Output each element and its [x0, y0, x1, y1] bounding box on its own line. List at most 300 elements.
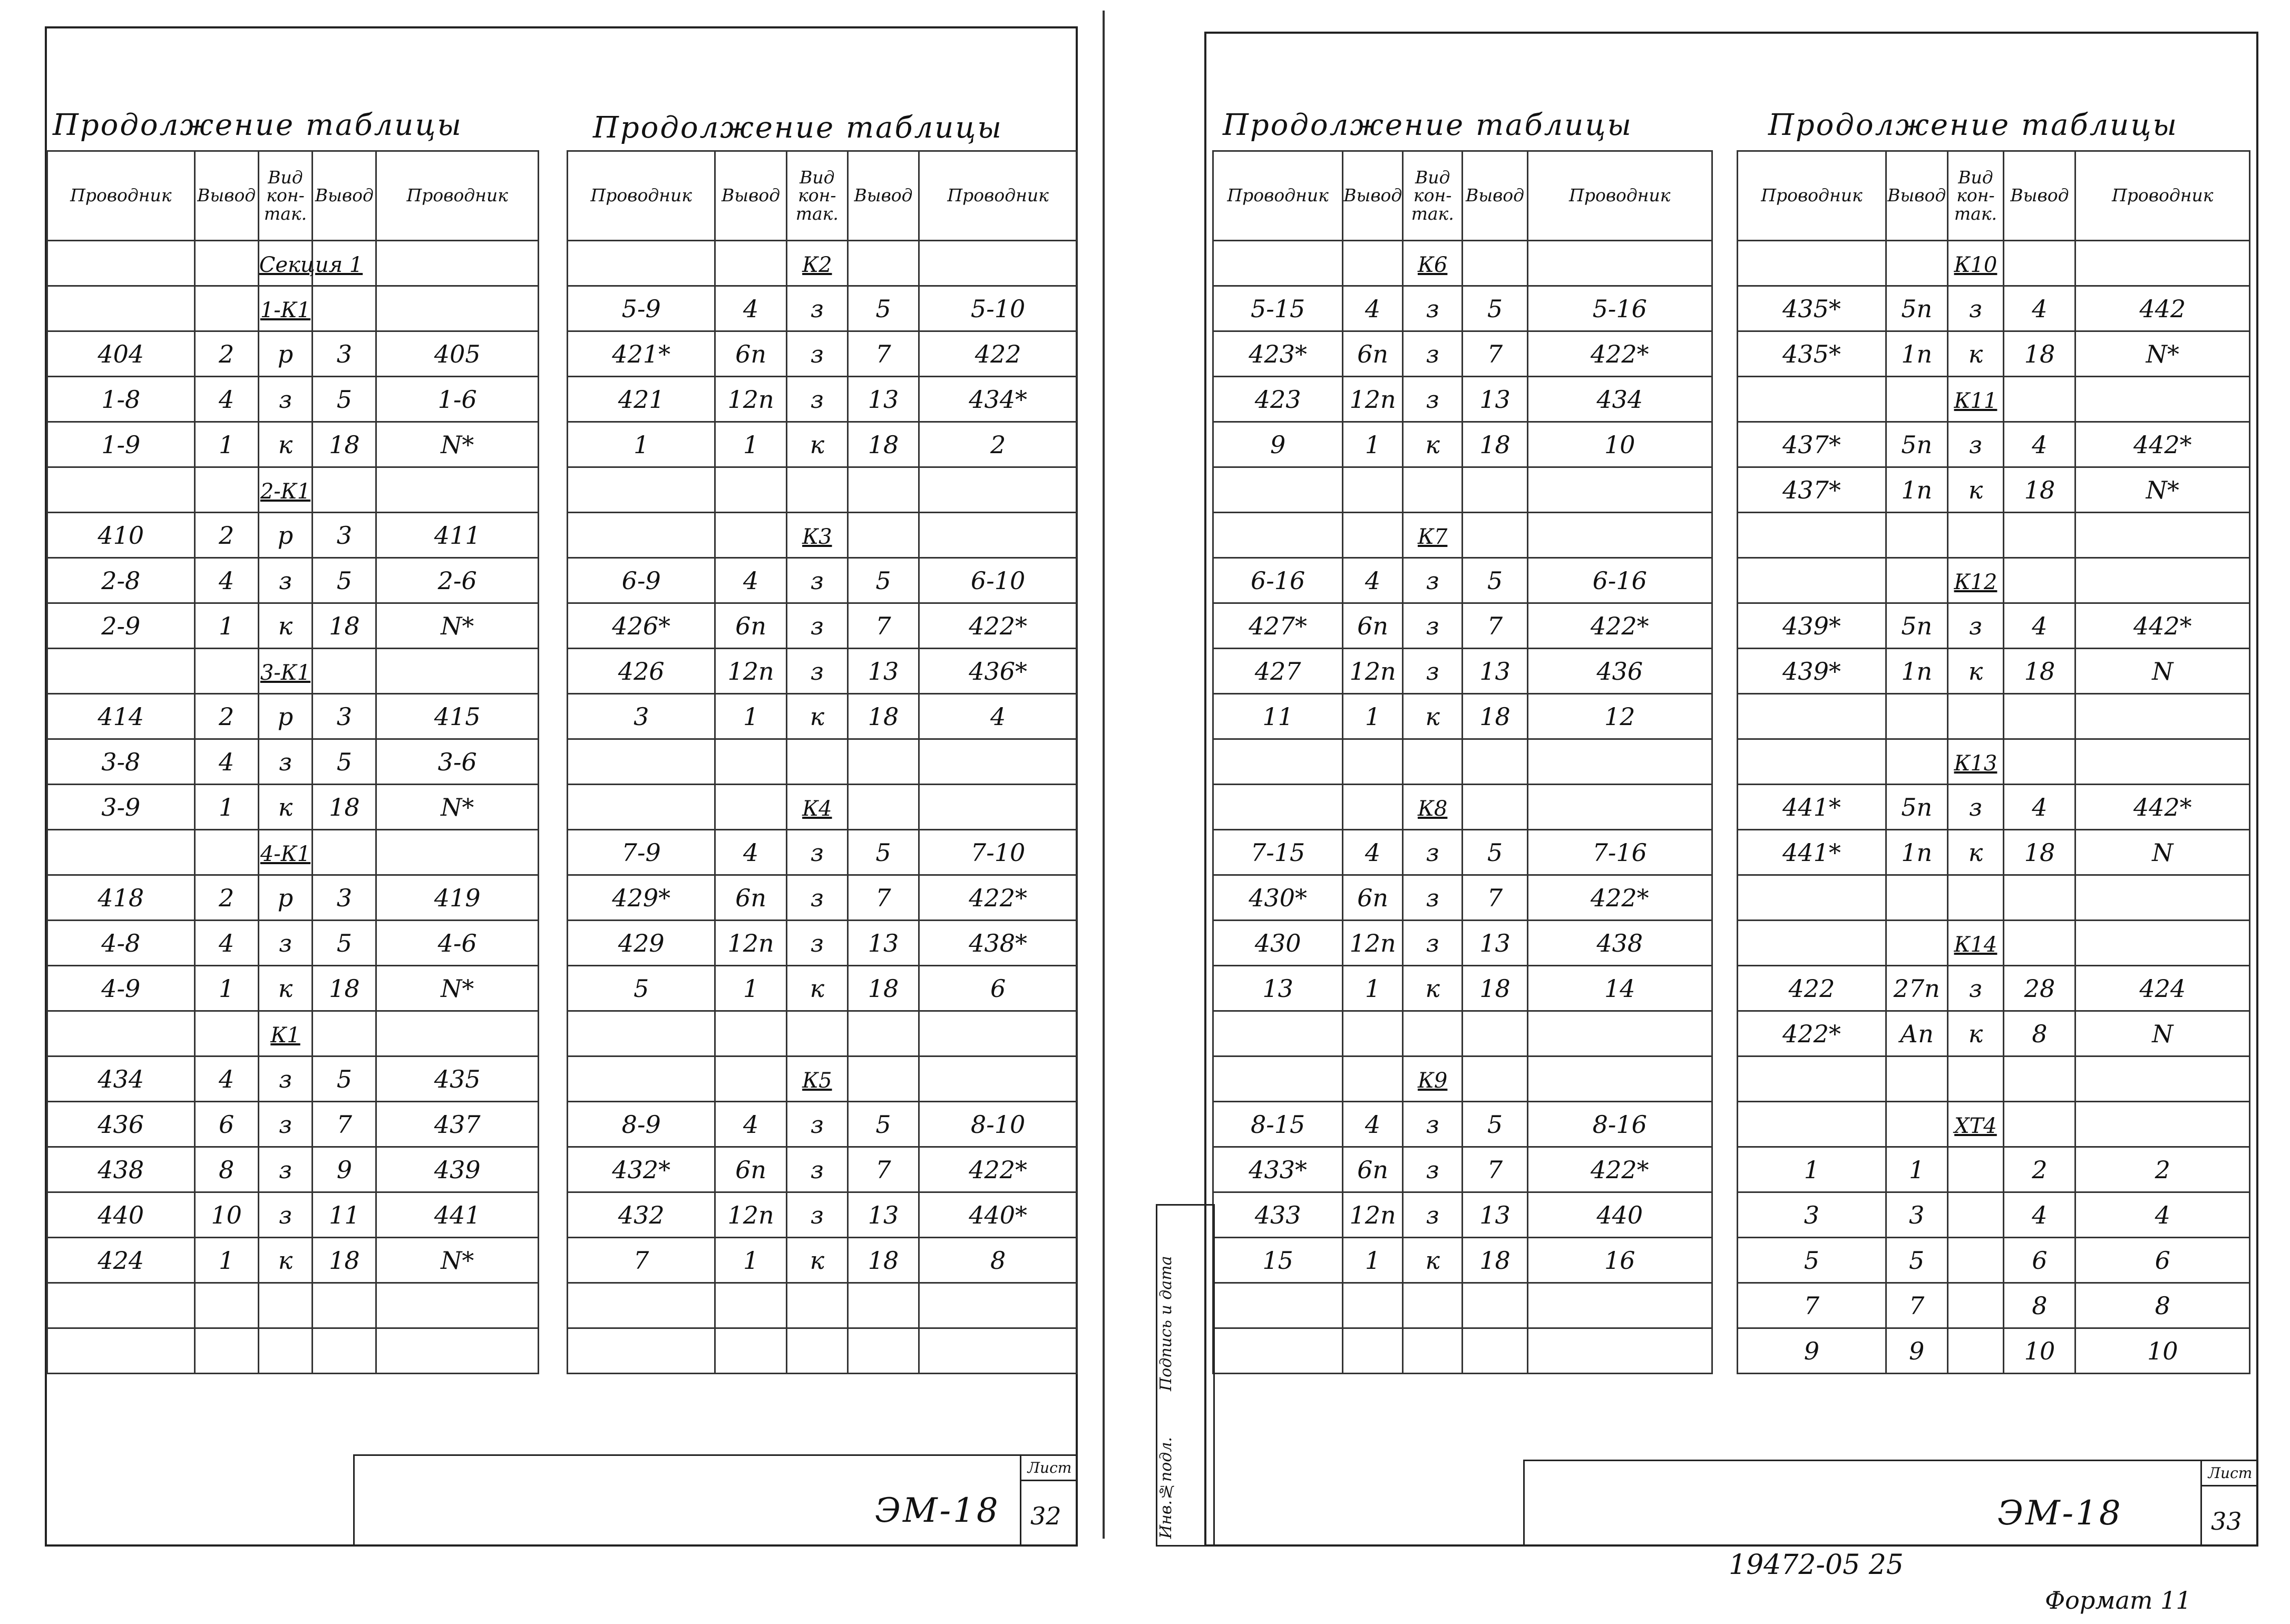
table-cell — [1738, 1283, 1886, 1328]
cell-value: 4 — [743, 294, 759, 323]
cell-value: 6-16 — [1250, 566, 1305, 595]
table-cell — [1738, 1102, 1886, 1147]
table-cell — [568, 649, 715, 694]
cell-value: 432* — [612, 1155, 671, 1184]
cell-value: N* — [441, 611, 474, 640]
cell-value: к — [1425, 430, 1440, 459]
cell-value: 1 — [219, 430, 235, 459]
table-row — [47, 377, 539, 422]
cell-value: 18 — [329, 1246, 360, 1275]
table-cell — [786, 1192, 847, 1238]
cell-value: к — [1968, 657, 1983, 686]
table-cell — [258, 603, 313, 649]
table-cell — [1738, 830, 1886, 875]
table-row — [47, 921, 539, 966]
cell-value: 2 — [219, 883, 235, 912]
table-row — [1738, 286, 2250, 331]
table-cell — [1343, 1056, 1403, 1102]
cell-value: 10 — [1604, 430, 1635, 459]
cell-value: 13 — [1479, 1200, 1511, 1229]
table-row — [568, 331, 1077, 377]
table-cell — [715, 739, 786, 785]
cell-value: 441* — [1782, 793, 1841, 821]
cell-value: 440 — [1596, 1200, 1643, 1229]
table-cell — [376, 422, 539, 467]
table-row — [1213, 1192, 1712, 1238]
table-row — [568, 1147, 1077, 1192]
table-row — [47, 739, 539, 785]
table-row — [1738, 966, 2250, 1011]
cell-value: 18 — [329, 793, 360, 821]
table-cell — [847, 1147, 919, 1192]
cell-value: к — [810, 974, 825, 1003]
cell-value: 4 — [743, 566, 759, 595]
cell-value: 4 — [219, 566, 235, 595]
table-cell — [2075, 1238, 2250, 1283]
table-cell — [2075, 1056, 2250, 1102]
column-header: Вывод — [1463, 151, 1527, 241]
table-cell — [847, 331, 919, 377]
table-cell — [1738, 739, 1886, 785]
table-cell — [194, 1147, 258, 1192]
table-cell — [47, 875, 195, 921]
cell-value: 439 — [434, 1155, 481, 1184]
cell-value: 411 — [434, 521, 481, 550]
table-cell — [1343, 558, 1403, 603]
table-cell — [1343, 1102, 1403, 1147]
table-cell — [1402, 1147, 1463, 1192]
cell-value: 4 — [219, 928, 235, 957]
table-cell — [919, 286, 1077, 331]
table-cell — [194, 467, 258, 513]
table-cell — [786, 1147, 847, 1192]
section-label: К9 — [1417, 1068, 1448, 1093]
table-cell — [1463, 1102, 1527, 1147]
cell-value: 18 — [868, 430, 899, 459]
table-cell — [2075, 739, 2250, 785]
table-cell — [194, 966, 258, 1011]
table-cell — [919, 785, 1077, 830]
cell-value: 442* — [2133, 430, 2192, 459]
cell-value: 429 — [618, 928, 665, 957]
table-cell — [313, 966, 376, 1011]
table-row — [47, 558, 539, 603]
cell-value: 5 — [336, 566, 352, 595]
table-cell — [376, 558, 539, 603]
table-cell — [1527, 558, 1712, 603]
right-sheet-number: 33 — [2211, 1507, 2242, 1535]
table-row — [47, 1056, 539, 1102]
right-sheet-label: Лист — [2202, 1461, 2258, 1486]
cell-value: з — [1426, 928, 1439, 957]
table-cell — [715, 603, 786, 649]
cell-value: 6 — [219, 1110, 235, 1139]
cell-value: 13 — [1262, 974, 1293, 1003]
table-row — [47, 241, 539, 286]
column-header: Проводник — [47, 151, 195, 241]
table-row — [1738, 422, 2250, 467]
table-cell — [47, 377, 195, 422]
table-cell — [1402, 558, 1463, 603]
table-cell — [1402, 694, 1463, 739]
table-cell — [194, 1102, 258, 1147]
table-cell — [1402, 241, 1463, 286]
table-cell — [847, 1192, 919, 1238]
section-label: 3-К1 — [260, 660, 311, 685]
table-cell — [847, 966, 919, 1011]
table-cell — [568, 241, 715, 286]
table-cell — [1402, 377, 1463, 422]
cell-value: 423* — [1249, 339, 1308, 368]
table-row — [568, 241, 1077, 286]
table-cell — [1947, 1056, 2004, 1102]
table-cell — [1527, 649, 1712, 694]
table-cell — [1886, 1192, 1947, 1238]
table-cell — [2075, 1102, 2250, 1147]
table-cell — [715, 966, 786, 1011]
table-row — [1213, 422, 1712, 467]
table-cell — [715, 286, 786, 331]
table-cell — [1738, 1011, 1886, 1056]
cell-value: 4 — [743, 838, 759, 867]
table-cell — [568, 331, 715, 377]
table-cell — [2075, 785, 2250, 830]
cell-value: 13 — [868, 385, 899, 414]
table-cell — [258, 1102, 313, 1147]
cell-value: 3 — [1804, 1200, 1820, 1229]
cell-value: 414 — [98, 702, 144, 731]
table-cell — [1886, 785, 1947, 830]
table-cell — [847, 513, 919, 558]
table-cell — [1947, 694, 2004, 739]
table-row — [47, 467, 539, 513]
cell-value: 27п — [1893, 974, 1940, 1003]
cell-value: к — [1425, 1246, 1440, 1275]
table-cell — [1463, 966, 1527, 1011]
table-row — [47, 513, 539, 558]
table-row — [1738, 921, 2250, 966]
cell-value: 18 — [868, 1246, 899, 1275]
table-cell — [313, 286, 376, 331]
cell-value: 2 — [2155, 1155, 2170, 1184]
table-cell — [1527, 1011, 1712, 1056]
table-cell — [194, 331, 258, 377]
cell-value: 1 — [634, 430, 649, 459]
cell-value: 435* — [1782, 294, 1841, 323]
table-cell — [258, 649, 313, 694]
table-cell — [919, 377, 1077, 422]
left-table-a-header: Продолжение таблицы — [53, 108, 463, 142]
cell-value: з — [1426, 657, 1439, 686]
table-cell — [919, 422, 1077, 467]
table-cell — [313, 739, 376, 785]
table-cell — [715, 649, 786, 694]
cell-value: 3-6 — [437, 747, 477, 776]
cell-value: 6п — [1357, 883, 1388, 912]
table-cell — [1886, 513, 1947, 558]
conductor-table-right-a — [1212, 150, 1713, 1374]
cell-value: 6п — [1357, 339, 1388, 368]
table-cell — [1886, 739, 1947, 785]
cell-value: 5-15 — [1250, 294, 1305, 323]
cell-value: 439* — [1782, 611, 1841, 640]
cell-value: к — [1425, 702, 1440, 731]
cell-value: р — [277, 339, 294, 368]
table-cell — [1527, 830, 1712, 875]
table-row — [1738, 241, 2250, 286]
column-header: Вывод — [1343, 151, 1403, 241]
cell-value: з — [1426, 1155, 1439, 1184]
table-cell — [919, 966, 1077, 1011]
table-cell — [786, 921, 847, 966]
table-cell — [786, 785, 847, 830]
cell-value: 8-10 — [970, 1110, 1026, 1139]
cell-value: 1 — [219, 974, 235, 1003]
table-cell — [2004, 966, 2075, 1011]
table-cell — [568, 603, 715, 649]
cell-value: 4-8 — [101, 928, 141, 957]
table-cell — [568, 286, 715, 331]
table-cell — [1527, 1102, 1712, 1147]
cell-value: 6-9 — [621, 566, 661, 595]
cell-value: з — [810, 1110, 824, 1139]
left-sheet-label: Лист — [1021, 1456, 1078, 1481]
table-cell — [1738, 1147, 1886, 1192]
table-cell — [258, 1328, 313, 1374]
table-row — [1738, 694, 2250, 739]
table-row — [47, 286, 539, 331]
cell-value: 7 — [1487, 339, 1503, 368]
table-cell — [786, 603, 847, 649]
table-row — [568, 1011, 1077, 1056]
table-cell — [313, 603, 376, 649]
table-cell — [313, 513, 376, 558]
cell-value: 5п — [1901, 611, 1933, 640]
table-row — [47, 1238, 539, 1283]
cell-value: к — [810, 702, 825, 731]
cell-value: 5 — [1804, 1246, 1820, 1275]
table-cell — [1527, 513, 1712, 558]
table-row — [568, 649, 1077, 694]
inventory-number-label: Инв.№подл. — [1157, 1437, 1175, 1539]
left-table-b-header: Продолжение таблицы — [593, 111, 1003, 145]
table-header-row — [568, 151, 1077, 241]
table-row — [47, 694, 539, 739]
table-row — [1738, 331, 2250, 377]
cell-value: 437 — [434, 1110, 481, 1139]
table-cell — [258, 331, 313, 377]
table-row — [568, 875, 1077, 921]
table-cell — [1343, 1192, 1403, 1238]
cell-value: 434* — [969, 385, 1027, 414]
table-cell — [258, 1056, 313, 1102]
table-cell — [1463, 1147, 1527, 1192]
cell-value: 8-15 — [1250, 1110, 1305, 1139]
cell-value: 1 — [1365, 1246, 1381, 1275]
table-cell — [47, 1283, 195, 1328]
table-cell — [1947, 286, 2004, 331]
cell-value: 4 — [219, 747, 235, 776]
table-cell — [2004, 241, 2075, 286]
table-cell — [1947, 241, 2004, 286]
cell-value: 4 — [2155, 1200, 2170, 1229]
cell-value: з — [810, 1155, 824, 1184]
table-cell — [47, 603, 195, 649]
cell-value: з — [1426, 838, 1439, 867]
table-row — [1738, 1147, 2250, 1192]
table-row — [1213, 1238, 1712, 1283]
table-row — [1213, 875, 1712, 921]
table-cell — [313, 558, 376, 603]
table-cell — [1402, 739, 1463, 785]
table-cell — [194, 377, 258, 422]
table-cell — [1402, 513, 1463, 558]
table-row — [568, 603, 1077, 649]
cell-value: з — [810, 385, 824, 414]
cell-value: 6-10 — [970, 566, 1026, 595]
table-cell — [1213, 830, 1343, 875]
conductor-table-right-b — [1737, 150, 2250, 1374]
table-cell — [568, 558, 715, 603]
column-header: Проводник — [1738, 151, 1886, 241]
table-cell — [568, 1056, 715, 1102]
cell-value: 435* — [1782, 339, 1841, 368]
cell-value: 5-16 — [1592, 294, 1647, 323]
cell-value: з — [1969, 611, 1982, 640]
table-cell — [1402, 966, 1463, 1011]
table-cell — [919, 558, 1077, 603]
cell-value: 5 — [634, 974, 649, 1003]
table-cell — [376, 966, 539, 1011]
table-cell — [2004, 1102, 2075, 1147]
cell-value: 437* — [1782, 475, 1841, 504]
table-cell — [715, 830, 786, 875]
table-cell — [1402, 1328, 1463, 1374]
table-cell — [1343, 966, 1403, 1011]
cell-value: 2 — [2032, 1155, 2048, 1184]
table-row — [1213, 467, 1712, 513]
table-cell — [568, 1238, 715, 1283]
table-cell — [1213, 467, 1343, 513]
table-cell — [715, 513, 786, 558]
table-cell — [1463, 1056, 1527, 1102]
cell-value: з — [1426, 1110, 1439, 1139]
table-cell — [258, 1283, 313, 1328]
table-cell — [1738, 513, 1886, 558]
table-cell — [847, 1056, 919, 1102]
table-cell — [258, 286, 313, 331]
table-cell — [568, 830, 715, 875]
table-cell — [47, 558, 195, 603]
table-cell — [194, 921, 258, 966]
table-row — [568, 830, 1077, 875]
table-cell — [2075, 875, 2250, 921]
table-cell — [313, 1147, 376, 1192]
cell-value: 13 — [868, 928, 899, 957]
table-cell — [2004, 377, 2075, 422]
table-row — [1738, 513, 2250, 558]
cell-value: 18 — [868, 702, 899, 731]
cell-value: 7 — [1487, 883, 1503, 912]
table-cell — [1213, 1102, 1343, 1147]
cell-value: 18 — [329, 430, 360, 459]
section-label: К7 — [1417, 524, 1448, 549]
section-label: К14 — [1954, 932, 1997, 957]
table-cell — [47, 921, 195, 966]
table-cell — [919, 513, 1077, 558]
cell-value: 13 — [1479, 928, 1511, 957]
table-row — [568, 377, 1077, 422]
cell-value: N* — [441, 974, 474, 1003]
table-cell — [786, 286, 847, 331]
cell-value: з — [810, 611, 824, 640]
table-cell — [313, 694, 376, 739]
section-label: ХТ4 — [1954, 1113, 1997, 1138]
table-cell — [1213, 331, 1343, 377]
table-row — [1738, 1102, 2250, 1147]
table-cell — [1527, 739, 1712, 785]
table-cell — [1527, 1147, 1712, 1192]
table-cell — [1343, 875, 1403, 921]
table-cell — [2075, 513, 2250, 558]
cell-value: 422* — [1590, 883, 1649, 912]
table-cell — [1947, 875, 2004, 921]
cell-value: 2-9 — [101, 611, 141, 640]
table-cell — [1343, 1238, 1403, 1283]
cell-value: з — [278, 385, 293, 414]
table-cell — [2075, 921, 2250, 966]
table-cell — [1402, 830, 1463, 875]
table-cell — [194, 241, 258, 286]
section-label: К11 — [1954, 388, 1997, 413]
table-cell — [1463, 1283, 1527, 1328]
cell-value: N* — [441, 430, 474, 459]
table-row — [47, 603, 539, 649]
cell-value: 7-16 — [1592, 838, 1647, 867]
table-cell — [1343, 241, 1403, 286]
table-row — [47, 875, 539, 921]
cell-value: N* — [2146, 475, 2179, 504]
table-cell — [313, 1192, 376, 1238]
table-row — [47, 1102, 539, 1147]
table-cell — [2075, 422, 2250, 467]
cell-value: з — [810, 883, 824, 912]
table-cell — [376, 331, 539, 377]
table-cell — [786, 377, 847, 422]
table-cell — [313, 1102, 376, 1147]
table-row — [1738, 603, 2250, 649]
table-cell — [847, 830, 919, 875]
cell-value: 18 — [2024, 339, 2055, 368]
cell-value: 421 — [618, 385, 665, 414]
table-cell — [1886, 921, 1947, 966]
table-cell — [786, 1011, 847, 1056]
table-row — [1213, 1283, 1712, 1328]
cell-value: 424 — [98, 1246, 144, 1275]
table-cell — [313, 331, 376, 377]
cell-value: 18 — [1479, 702, 1511, 731]
table-cell — [715, 1328, 786, 1374]
cell-value: 5п — [1901, 294, 1933, 323]
table-cell — [2004, 422, 2075, 467]
cell-value: к — [810, 430, 825, 459]
cell-value: з — [1426, 294, 1439, 323]
table-row — [1213, 513, 1712, 558]
cell-value: 12 — [1604, 702, 1635, 731]
table-cell — [1343, 1283, 1403, 1328]
cell-value: 6п — [1357, 611, 1388, 640]
table-cell — [1947, 1102, 2004, 1147]
